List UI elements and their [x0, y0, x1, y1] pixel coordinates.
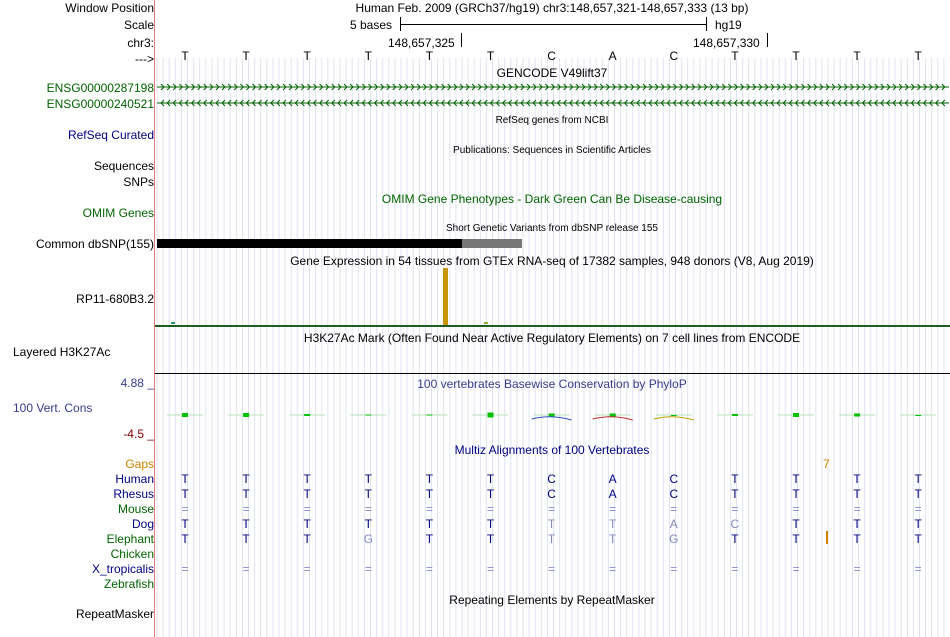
cons-mark — [243, 413, 249, 417]
aligned-base: = — [853, 562, 861, 576]
scale-bar-right-tick — [706, 17, 707, 31]
aligned-base: T — [853, 517, 861, 531]
aligned-base: = — [181, 562, 189, 576]
sequences-label[interactable]: Sequences — [93, 159, 154, 173]
dbsnp-title[interactable]: Short Genetic Variants from dbSNP release 155 — [446, 223, 658, 234]
cons-mark — [426, 415, 432, 416]
aligned-base: = — [670, 502, 678, 516]
aligned-base: T — [731, 487, 739, 501]
snps-label[interactable]: SNPs — [123, 175, 154, 189]
aligned-base: T — [364, 487, 372, 501]
h3k27ac-label[interactable]: Layered H3K27Ac — [13, 345, 111, 359]
aligned-base: T — [914, 532, 922, 546]
aligned-base: = — [731, 502, 739, 516]
gene-label-2[interactable]: ENSG00000240521 — [46, 97, 154, 111]
refseq-label[interactable]: RefSeq Curated — [67, 128, 154, 142]
species-label[interactable]: Dog — [131, 517, 154, 531]
aligned-base: T — [364, 517, 372, 531]
aligned-base: C — [547, 487, 556, 501]
cons-logo-stroke — [654, 417, 694, 420]
aligned-base: T — [181, 517, 189, 531]
aligned-base: = — [425, 502, 433, 516]
ref-base: T — [914, 49, 922, 63]
gtex-baseline — [155, 325, 950, 327]
aligned-base: T — [853, 472, 861, 486]
aligned-base: = — [792, 562, 800, 576]
publications-title[interactable]: Publications: Sequences in Scientific Articles — [453, 145, 651, 156]
scale-bar-left-tick — [400, 17, 401, 31]
conservation-plot[interactable] — [155, 400, 950, 430]
aligned-base: = — [242, 502, 250, 516]
aligned-base: = — [486, 502, 495, 516]
conservation-label[interactable]: 100 Vert. Cons — [13, 401, 93, 415]
aligned-base: = — [486, 562, 495, 576]
aligned-base: T — [914, 517, 922, 531]
aligned-base: A — [608, 487, 617, 501]
aligned-base: T — [547, 532, 556, 546]
aligned-base: T — [731, 472, 739, 486]
cons-mark — [671, 415, 677, 416]
aligned-base: C — [730, 517, 740, 531]
chr-label: chr3: — [127, 36, 154, 50]
aligned-base: = — [181, 502, 189, 516]
ref-base: T — [364, 49, 372, 63]
aligned-base: T — [547, 517, 556, 531]
species-label[interactable]: Rhesus — [113, 487, 154, 501]
repeatmasker-title[interactable]: Repeating Elements by RepeatMasker — [449, 593, 655, 607]
coord-right: 148,657,330 — [693, 36, 760, 50]
species-label[interactable]: Zebrafish — [103, 577, 154, 591]
aligned-base: T — [486, 487, 495, 501]
aligned-base: T — [914, 472, 922, 486]
aligned-base: T — [303, 487, 311, 501]
aligned-base: T — [242, 487, 250, 501]
cons-mark — [488, 413, 494, 418]
species-label[interactable]: Chicken — [110, 547, 154, 561]
aligned-base: T — [792, 487, 800, 501]
window-position-label: Window Position — [65, 1, 154, 15]
aligned-base: = — [731, 562, 739, 576]
aligned-base: = — [914, 502, 922, 516]
aligned-base: T — [303, 472, 311, 486]
omim-title[interactable]: OMIM Gene Phenotypes - Dark Green Can Be Disease-causing — [381, 192, 723, 206]
aligned-base: T — [242, 517, 250, 531]
aligned-base: = — [792, 502, 800, 516]
aligned-base: A — [669, 517, 678, 531]
aligned-base: T — [303, 517, 311, 531]
aligned-base: T — [853, 532, 861, 546]
cons-mark — [854, 414, 860, 417]
gtex-expression-bar[interactable] — [443, 268, 448, 325]
aligned-base: G — [669, 532, 679, 546]
aligned-base: T — [242, 472, 250, 486]
aligned-base: T — [486, 517, 495, 531]
strand-arrow-label: ---> — [135, 52, 154, 66]
ref-base: T — [303, 49, 311, 63]
aligned-base: T — [609, 532, 617, 546]
gtex-small-bar-2 — [484, 322, 488, 324]
aligned-base: T — [792, 472, 800, 486]
scale-text: 5 bases — [350, 18, 393, 32]
assembly-label: hg19 — [715, 18, 742, 32]
aligned-base: A — [608, 472, 617, 486]
repeatmasker-label[interactable]: RepeatMasker — [75, 607, 154, 621]
ref-base: C — [547, 49, 556, 63]
omim-label[interactable]: OMIM Genes — [82, 206, 154, 220]
aligned-base: = — [609, 502, 617, 516]
cons-mark — [793, 413, 799, 417]
aligned-base: = — [364, 502, 372, 516]
gaps-value: 7 — [823, 457, 830, 471]
aligned-base: = — [364, 562, 372, 576]
scale-label: Scale — [123, 18, 154, 32]
conservation-max: 4.88 _ — [120, 376, 154, 390]
ref-base: T — [242, 49, 250, 63]
aligned-base: = — [425, 562, 433, 576]
conservation-title[interactable]: 100 vertebrates Basewise Conservation by PhyloP — [417, 377, 687, 391]
ref-base: T — [181, 49, 189, 63]
coord-right-tick — [767, 33, 768, 47]
species-label[interactable]: Elephant — [106, 532, 154, 546]
aligned-base: = — [609, 562, 617, 576]
refseq-title[interactable]: RefSeq genes from NCBI — [495, 115, 609, 126]
ref-base: T — [486, 49, 495, 63]
ref-base: A — [608, 49, 617, 63]
aligned-base: T — [609, 517, 617, 531]
dbsnp-feature-highlight[interactable] — [462, 239, 522, 248]
aligned-base: = — [303, 502, 311, 516]
aligned-base: T — [181, 487, 189, 501]
gene-label-1[interactable]: ENSG00000287198 — [46, 81, 154, 95]
gtex-small-bar-1 — [171, 322, 175, 324]
multiz-title[interactable]: Multiz Alignments of 100 Vertebrates — [454, 443, 650, 457]
aligned-base: T — [425, 472, 434, 486]
aligned-base: T — [242, 532, 250, 546]
aligned-base: T — [853, 487, 861, 501]
aligned-base: G — [363, 532, 373, 546]
aligned-base: T — [425, 517, 434, 531]
aligned-base: T — [181, 532, 189, 546]
aligned-base: = — [853, 502, 861, 516]
cons-mark — [365, 415, 371, 416]
aligned-base: = — [242, 562, 250, 576]
aligned-base: T — [181, 472, 189, 486]
aligned-base: T — [303, 532, 311, 546]
cons-logo-stroke — [532, 417, 572, 420]
cons-mark — [549, 414, 555, 417]
aligned-base: T — [792, 517, 800, 531]
cons-logo-stroke — [593, 417, 633, 420]
species-label[interactable]: Human — [115, 472, 154, 486]
aligned-base: T — [486, 532, 495, 546]
h3k27ac-title[interactable]: H3K27Ac Mark (Often Found Near Active Regulatory Elements) on 7 cell lines from ENCODE — [303, 331, 801, 345]
gtex-title[interactable]: Gene Expression in 54 tissues from GTEx RNA-seq of 17382 samples, 948 donors (V8, Aug 2019) — [290, 254, 814, 268]
ref-base: T — [425, 49, 434, 63]
h3k27ac-baseline — [155, 373, 950, 374]
label-separator — [154, 0, 155, 637]
gencode-title[interactable]: GENCODE V49lift37 — [496, 66, 608, 80]
aligned-base: = — [548, 562, 556, 576]
aligned-base: C — [669, 487, 679, 501]
coord-left-tick — [461, 33, 462, 47]
cons-mark — [182, 413, 188, 417]
gaps-label: Gaps — [125, 457, 154, 471]
aligned-base: = — [303, 562, 311, 576]
aligned-base: T — [792, 532, 800, 546]
scale-bar — [400, 24, 706, 25]
window-position-text[interactable]: Human Feb. 2009 (GRCh37/hg19) chr3:148,657,321-148,657,333 (13 bp) — [355, 1, 749, 15]
dbsnp-label[interactable]: Common dbSNP(155) — [35, 237, 154, 251]
cons-mark — [610, 414, 616, 417]
ref-base: T — [792, 49, 800, 63]
aligned-base: = — [670, 562, 678, 576]
cons-mark — [304, 414, 310, 416]
aligned-base: T — [914, 487, 922, 501]
aligned-base: C — [547, 472, 556, 486]
aligned-base: T — [425, 532, 434, 546]
aligned-base: T — [364, 472, 372, 486]
ref-base: T — [853, 49, 861, 63]
species-label[interactable]: X_tropicalis — [91, 562, 154, 576]
cons-mark — [915, 415, 921, 416]
elephant-insertion-mark — [826, 531, 828, 544]
gtex-gene-label[interactable]: RP11-680B3.2 — [76, 292, 154, 306]
gene-strand-arrows[interactable] — [157, 80, 949, 112]
conservation-min: -4.5 _ — [123, 427, 154, 441]
aligned-base: = — [548, 502, 556, 516]
aligned-base: C — [669, 472, 679, 486]
cons-mark — [732, 414, 738, 416]
ref-base: C — [669, 49, 679, 63]
species-label[interactable]: Mouse — [117, 502, 154, 516]
aligned-base: T — [731, 532, 739, 546]
ref-base: T — [731, 49, 739, 63]
aligned-base: = — [914, 562, 922, 576]
coord-left: 148,657,325 — [388, 36, 455, 50]
aligned-base: T — [425, 487, 434, 501]
aligned-base: T — [486, 472, 495, 486]
